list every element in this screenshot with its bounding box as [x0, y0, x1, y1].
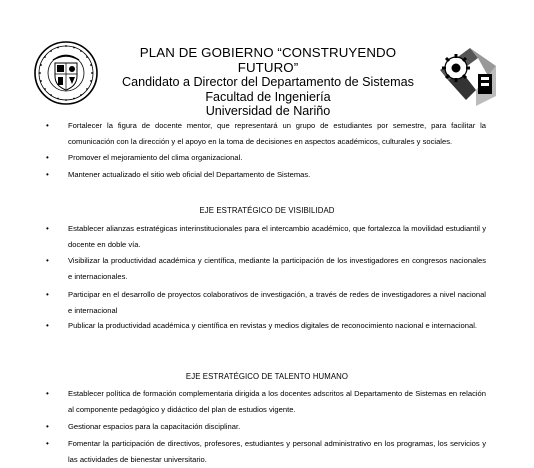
faculty-name: Facultad de Ingeniería — [205, 89, 331, 104]
list-item: • Establecer política de formación complementaria dirigida a los docentes adscritos al Departamento de Sistemas en relación al componente pedagógico y didáctico del plan de estudios vigente. — [68, 386, 486, 418]
list-item: • Mantener actualizado el sitio web oficial del Departamento de Sistemas. — [68, 167, 486, 183]
list-item: • Promover el mejoramiento del clima organizacional. — [68, 150, 486, 166]
candidate-subtitle: Candidato a Director del Departamento de Sistemas — [122, 75, 414, 89]
bullet-dot: • — [46, 121, 49, 130]
plan-title: PLAN DE GOBIERNO “CONSTRUYENDO FUTURO” — [139, 45, 397, 75]
section-title-talento-humano: EJE ESTRATÉGICO DE TALENTO HUMANO — [185, 372, 349, 381]
bullet-dot: • — [46, 389, 49, 398]
list-item: • Participar en el desarrollo de proyectos colaborativos de investigación, a través de redes de investigadores a nivel nacional e internacional — [68, 287, 486, 319]
list-item: • Publicar la productividad académica y científica en revistas y medios digitales de reconocimiento nacional e internacional. — [68, 318, 486, 334]
list-item: • Fomentar la participación de directivos, profesores, estudiantes y personal administrativo en los programas, los servicios y las actividades de bienestar universitario. — [68, 436, 486, 468]
university-name: Universidad de Nariño — [205, 104, 331, 119]
list-item: • Fortalecer la figura de docente mentor, que representará un grupo de estudiantes por semestre, para facilitar la comunicación con la dirección y el apoyo en la toma de decisiones en aspectos académicos, culturales y sociales. — [68, 118, 486, 150]
bullet-dot: • — [46, 170, 49, 179]
list-item: • Visibilizar la productividad académica y científica, mediante la participación de los investigadores en congresos nacionales e internacionales. — [68, 253, 486, 285]
bullet-dot: • — [46, 439, 49, 448]
systems-department-logo-icon — [432, 40, 504, 110]
bullet-dot: • — [46, 321, 49, 330]
list-item: • Gestionar espacios para la capacitación disciplinar. — [68, 419, 486, 435]
bullet-dot: • — [46, 290, 49, 299]
list-item: • Establecer alianzas estratégicas interinstitucionales para el intercambio académico, que fortalezca la movilidad estudiantil y docente en doble vía. — [68, 221, 486, 253]
section-title-visibilidad: EJE ESTRATÉGICO DE VISIBILIDAD — [199, 206, 335, 215]
bullet-dot: • — [46, 224, 49, 233]
document-header — [108, 45, 428, 119]
bullet-dot: • — [46, 422, 49, 431]
bullet-dot: • — [46, 153, 49, 162]
university-seal-icon — [33, 40, 99, 106]
bullet-dot: • — [46, 256, 49, 265]
